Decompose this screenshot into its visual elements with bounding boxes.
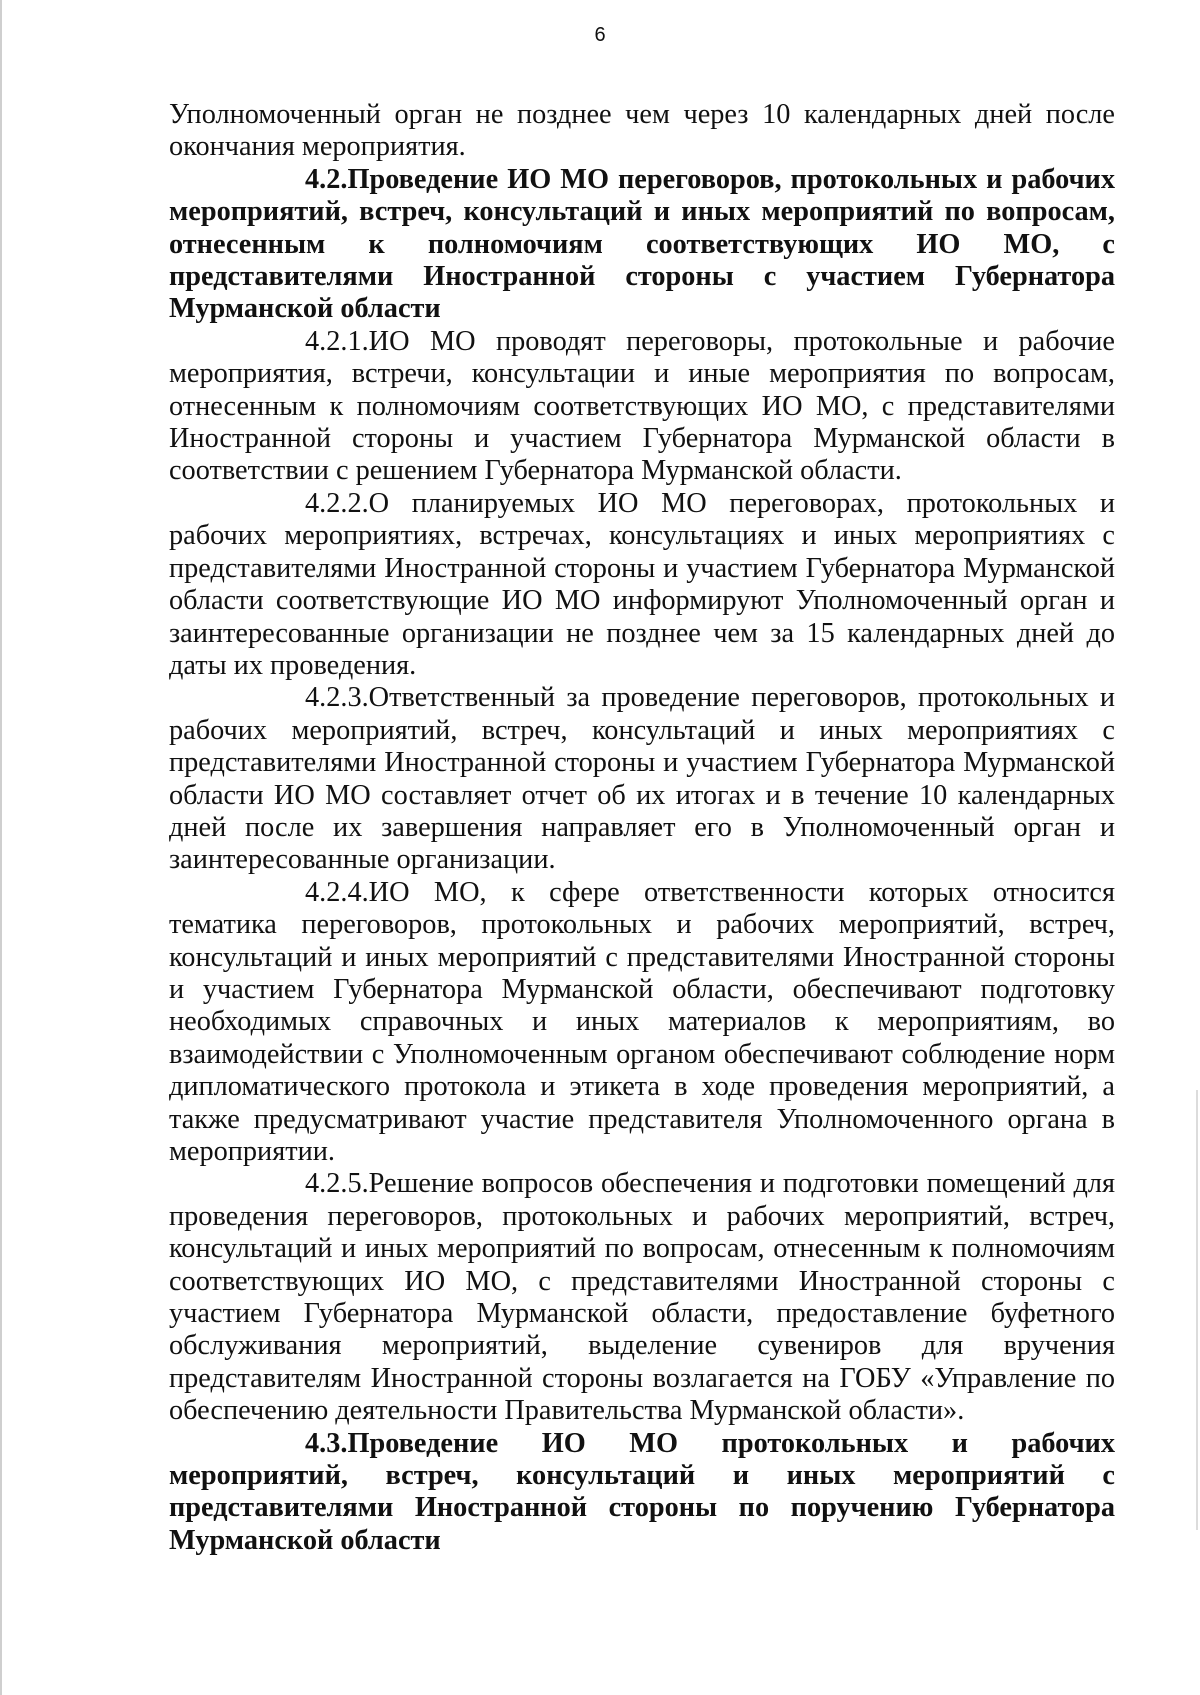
clause-number: 4.2.2. [305,487,369,519]
clause-text: Решение вопросов обеспечения и подготовки помещений для проведения переговоров, протокольных и рабочих мероприятий, встреч, консультаций и иных мероприятий по вопросам, отнесенным к полномочиям соответствующих ИО МО, с представителями Иностранной стороны с участием Губернатора Мурманской области, предоставление буфетного обслуживания мероприятий, выделение сувениров для вручения представителям Иностранной стороны возлагается на ГОБУ «Управление по обеспечению деятельности Правительства Мурманской области». [169,1168,1115,1427]
section-title: Проведение ИО МО протокольных и рабочих мероприятий, встреч, консультаций и иных мероприятий с представителями Иностранной стороны по поручению Губернатора Мурманской области [169,1427,1115,1556]
section-heading-4-3 [169,1428,1115,1558]
section-number: 4.3. [305,1427,348,1459]
clause-number: 4.2.3. [305,682,369,714]
clause-text: О планируемых ИО МО переговорах, протокольных и рабочих мероприятиях, встречах, консультациях и иных мероприятиях с представителями Иностранной стороны и участием Губернатора Мурманской области соответствующие ИО МО информируют Уполномоченный орган и заинтересованные организации не позднее чем за 15 календарных дней до даты их проведения. [169,487,1115,681]
document-body [169,99,1115,1557]
clause-text: ИО МО, к сфере ответственности которых относится тематика переговоров, протокольных и рабочих мероприятий, встреч, консультаций и иных мероприятий с представителями Иностранной стороны и участием Губернатора Мурманской области, обеспечивают подготовку необходимых справочных и иных материалов к мероприятиям, во взаимодействии с Уполномоченным органом обеспечивают соблюдение норм дипломатического протокола и этикета в ходе проведения мероприятий, а также предусматривают участие представителя Уполномоченного органа в мероприятии. [169,876,1115,1167]
clause-4-2-2 [169,488,1115,682]
scan-edge-left [0,0,2,1695]
clause-number: 4.2.1. [305,325,369,357]
section-heading-4-2 [169,164,1115,326]
clause-4-2-3 [169,682,1115,876]
clause-4-2-4 [169,877,1115,1169]
paragraph-continuation [169,99,1115,164]
paragraph-text: Уполномоченный орган не позднее чем через 10 календарных дней после окончания мероприятия. [169,99,1115,163]
page-number: 6 [594,24,606,46]
scan-edge-right [1196,1090,1198,1530]
clause-number: 4.2.5. [305,1168,369,1200]
clause-4-2-5 [169,1168,1115,1427]
section-title: Проведение ИО МО переговоров, протокольных и рабочих мероприятий, встреч, консультаций и иных мероприятий по вопросам, отнесенным к полномочиям соответствующих ИО МО, с представителями Иностранной стороны с участием Губернатора Мурманской области [169,163,1115,325]
clause-4-2-1 [169,326,1115,488]
clause-number: 4.2.4. [305,876,369,908]
clause-text: Ответственный за проведение переговоров, протокольных и рабочих мероприятий, встреч, консультаций и иных мероприятиях с представителями Иностранной стороны и участием Губернатора Мурманской области ИО МО составляет отчет об их итогах и в течение 10 календарных дней после их завершения направляет его в Уполномоченный орган и заинтересованные организации. [169,682,1115,876]
section-number: 4.2. [305,163,348,195]
clause-text: ИО МО проводят переговоры, протокольные и рабочие мероприятия, встречи, консультации и иные мероприятия по вопросам, отнесенным к полномочиям соответствующих ИО МО, с представителями Иностранной стороны и участием Губернатора Мурманской области в соответствии с решением Губернатора Мурманской области. [169,325,1115,487]
